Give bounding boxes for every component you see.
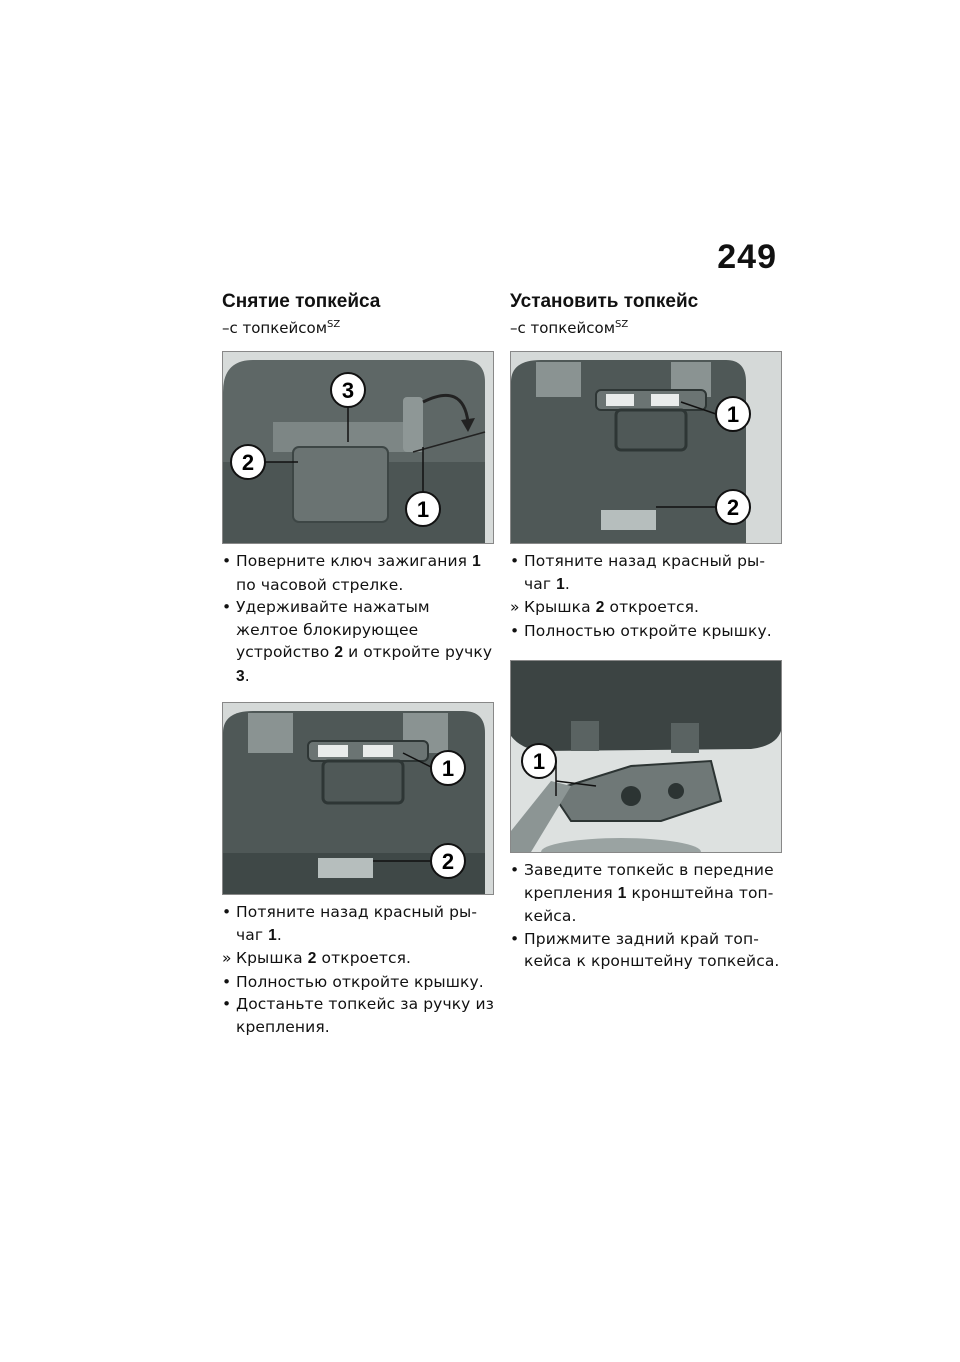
right-column: [510, 290, 782, 973]
callout-2: 2: [241, 450, 255, 475]
steps-list-install-2: [510, 859, 782, 973]
step-item: • Поверните ключ зажигания 1 по часовой стрелке.: [222, 552, 481, 594]
step-item: » Крышка 2 откроется.: [510, 598, 700, 616]
step-item: • Удерживайте нажатым желтое блокирующее устройство 2 и откройте ручку 3.: [222, 598, 493, 685]
step-item: • Полностью откройте крышку.: [222, 972, 484, 991]
step-item: • Прижмите задний край топ-кейса к кронштейну топкейса.: [510, 929, 780, 970]
callout-3: 3: [341, 378, 355, 403]
callout-2: 2: [441, 849, 455, 874]
left-column: [222, 290, 494, 1038]
step-item: • Потяните назад красный ры-чаг 1.: [510, 552, 766, 593]
section-title-remove: Снятие топкейса: [222, 291, 381, 312]
section-subtitle: –с топкейсом$^{SZ}$: [222, 319, 341, 337]
steps-list-remove-2: [222, 901, 494, 1038]
callout-1: 1: [532, 749, 546, 774]
page-number: 249: [717, 238, 777, 276]
step-item: • Заведите топкейс в передние крепления 1 кронштейна топ-кейса.: [510, 861, 774, 925]
step-item: » Крышка 2 откроется.: [222, 949, 412, 967]
callout-1: 1: [441, 756, 455, 781]
figure-lid-release: [222, 702, 494, 895]
callout-1: 1: [416, 497, 430, 522]
callout-2: 2: [726, 495, 740, 520]
step-item: • Достаньте топкейс за ручку из крепления.: [222, 995, 494, 1036]
section-subtitle: –с топкейсом$^{SZ}$: [510, 319, 629, 337]
figure-mount-on-bracket: [510, 660, 782, 853]
callout-1: 1: [726, 402, 740, 427]
step-item: • Потяните назад красный ры-чаг 1.: [222, 903, 478, 944]
section-title-install: Установить топкейс: [510, 291, 699, 312]
figure-lid-release-install: [510, 351, 782, 544]
step-item: • Полностью откройте крышку.: [510, 621, 772, 640]
figure-case-handle-unlock: [222, 351, 494, 544]
steps-list-install-1: [510, 550, 782, 642]
steps-list-remove-1: [222, 550, 494, 688]
